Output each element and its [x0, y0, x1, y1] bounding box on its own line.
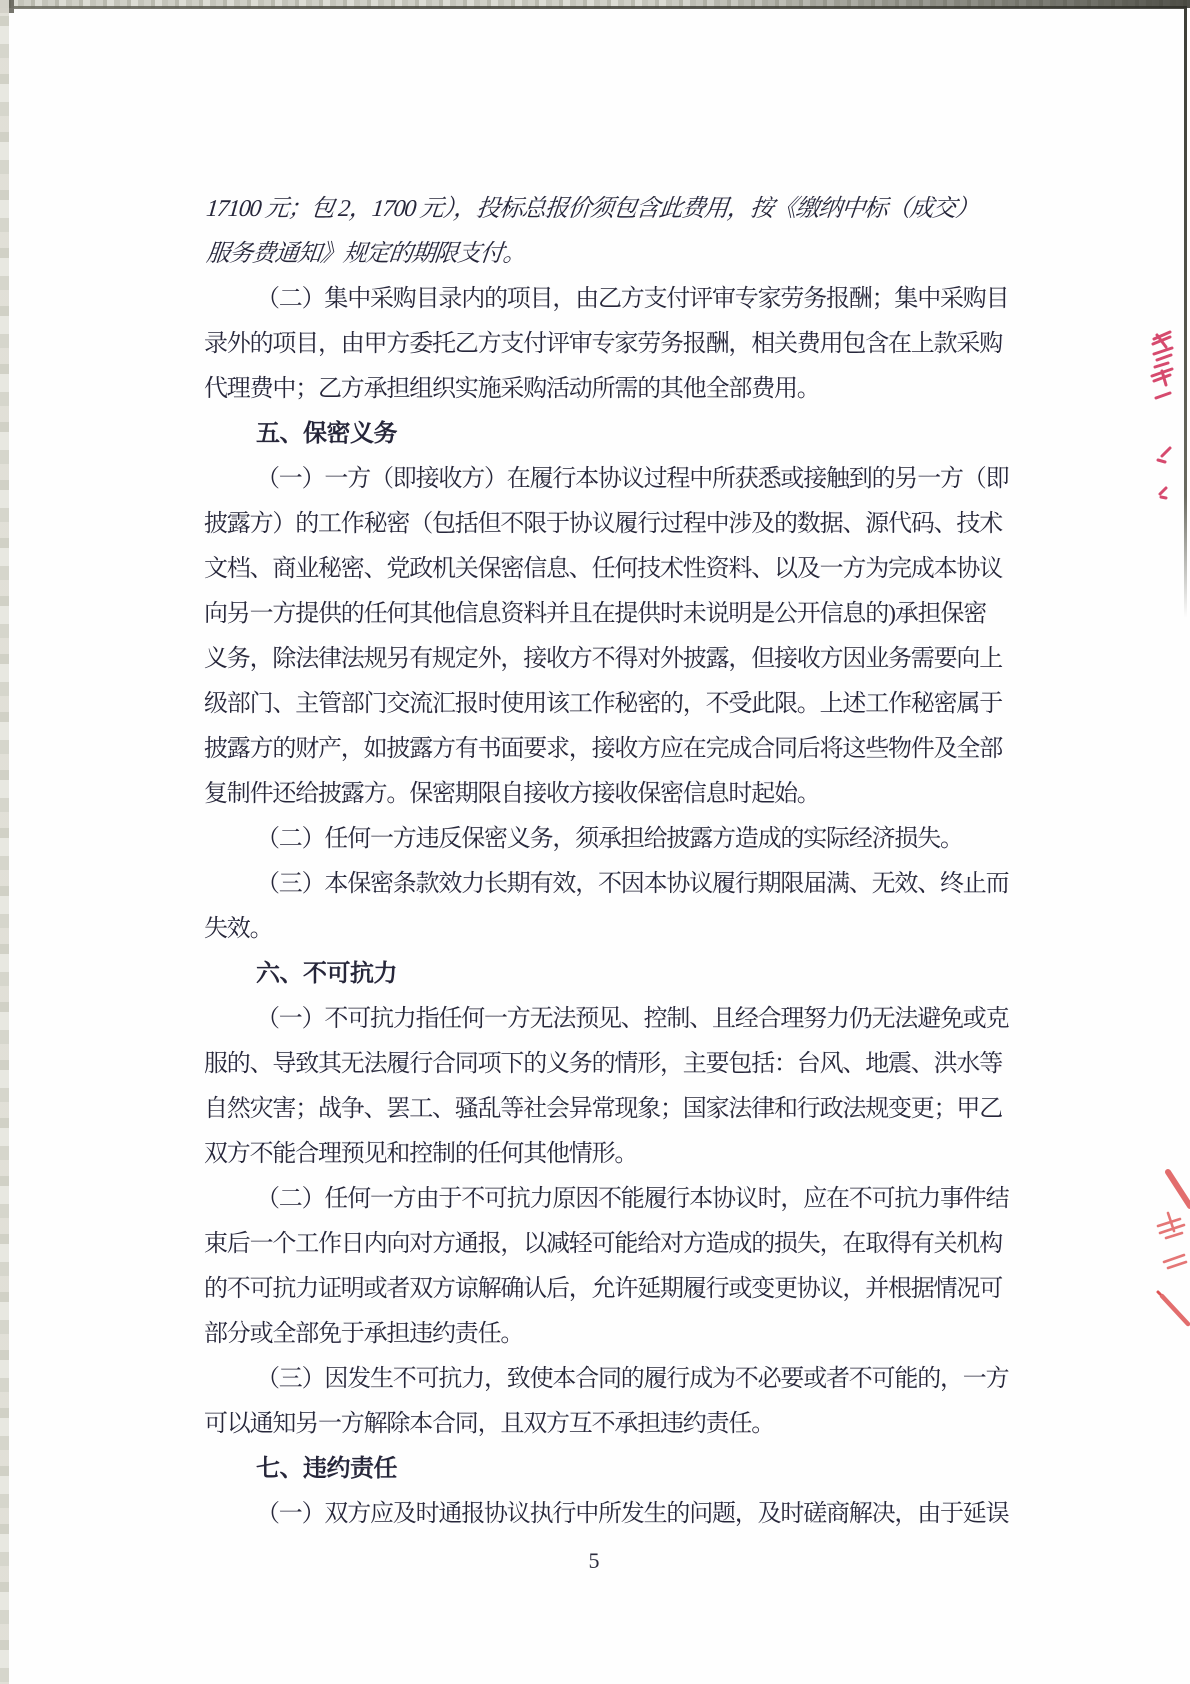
text-line: 部分或全部免于承担违约责任。 [204, 1321, 524, 1347]
handwriting-mark-red [1140, 326, 1188, 516]
text-line: 束后一个工作日内向对方通报，以减轻可能给对方造成的损失，在取得有关机构 [204, 1231, 1002, 1257]
stamp-seal-fragment [1154, 1166, 1190, 1336]
text-line: 代理费中；乙方承担组织实施采购活动所需的其他全部费用。 [204, 376, 820, 402]
section-heading: 五、保密义务 [256, 421, 397, 447]
scan-edge-left [0, 0, 9, 1684]
text-lines [204, 187, 1009, 1537]
text-line: 披露方）的工作秘密（包括但不限于协议履行过程中涉及的数据、源代码、技术 [204, 511, 1002, 537]
text-line: 录外的项目，由甲方委托乙方支付评审专家劳务报酬，相关费用包含在上款采购 [204, 331, 1002, 357]
text-line: 复制件还给披露方。保密期限自接收方接收保密信息时起始。 [204, 781, 820, 807]
text-line: （三）本保密条款效力长期有效，不因本协议履行期限届满、无效、终止而 [256, 871, 1009, 897]
text-line: 17100 元；包 2，1700 元），投标总报价须包含此费用，按《缴纳中标（成交） [205, 196, 980, 222]
text-line: 双方不能合理预见和控制的任何其他情形。 [204, 1141, 638, 1167]
text-line: 自然灾害；战争、罢工、骚乱等社会异常现象；国家法律和行政法规变更；甲乙 [204, 1096, 1002, 1122]
text-line: 服务费通知》规定的期限支付。 [205, 241, 527, 267]
text-line: （二）任何一方违反保密义务，须承担给披露方造成的实际经济损失。 [256, 826, 963, 852]
text-line: 向另一方提供的任何其他信息资料并且在提供时未说明是公开信息的)承担保密 [204, 601, 986, 627]
text-line: （一）不可抗力指任何一方无法预见、控制、且经合理努力仍无法避免或克 [256, 1006, 1009, 1032]
text-line: 披露方的财产，如披露方有书面要求，接收方应在完成合同后将这些物件及全部 [204, 736, 1002, 762]
text-line: 失效。 [204, 916, 273, 942]
text-line: 服的、导致其无法履行合同项下的义务的情形，主要包括：台风、地震、洪水等 [204, 1051, 1002, 1077]
text-line: （一）双方应及时通报协议执行中所发生的问题，及时磋商解决，由于延误 [256, 1501, 1009, 1527]
section-heading: 七、违约责任 [256, 1456, 397, 1482]
text-line: （三）因发生不可抗力，致使本合同的履行成为不必要或者不可能的，一方 [256, 1366, 1009, 1392]
text-line: 级部门、主管部门交流汇报时使用该工作秘密的，不受此限。上述工作秘密属于 [204, 691, 1002, 717]
section-heading: 六、不可抗力 [256, 961, 397, 987]
text-line: （二）集中采购目录内的项目，由乙方支付评审专家劳务报酬；集中采购目 [256, 286, 1009, 312]
scan-edge-right-line [1184, 8, 1187, 618]
text-line: 的不可抗力证明或者双方谅解确认后，允许延期履行或变更协议，并根据情况可 [204, 1276, 1002, 1302]
text-line: 义务，除法律法规另有规定外，接收方不得对外披露，但接收方因业务需要向上 [204, 646, 1002, 672]
text-line: （二）任何一方由于不可抗力原因不能履行本协议时，应在不可抗力事件结 [256, 1186, 1009, 1212]
text-line: 文档、商业秘密、党政机关保密信息、任何技术性资料、以及一方为完成本协议 [204, 556, 1002, 582]
text-line: 可以通知另一方解除本合同，且双方互不承担违约责任。 [204, 1411, 774, 1437]
text-line: （一）一方（即接收方）在履行本协议过程中所获悉或接触到的另一方（即 [256, 466, 1009, 492]
page-number: 5 [588, 1548, 600, 1573]
scan-edge-top-line [14, 6, 1187, 9]
